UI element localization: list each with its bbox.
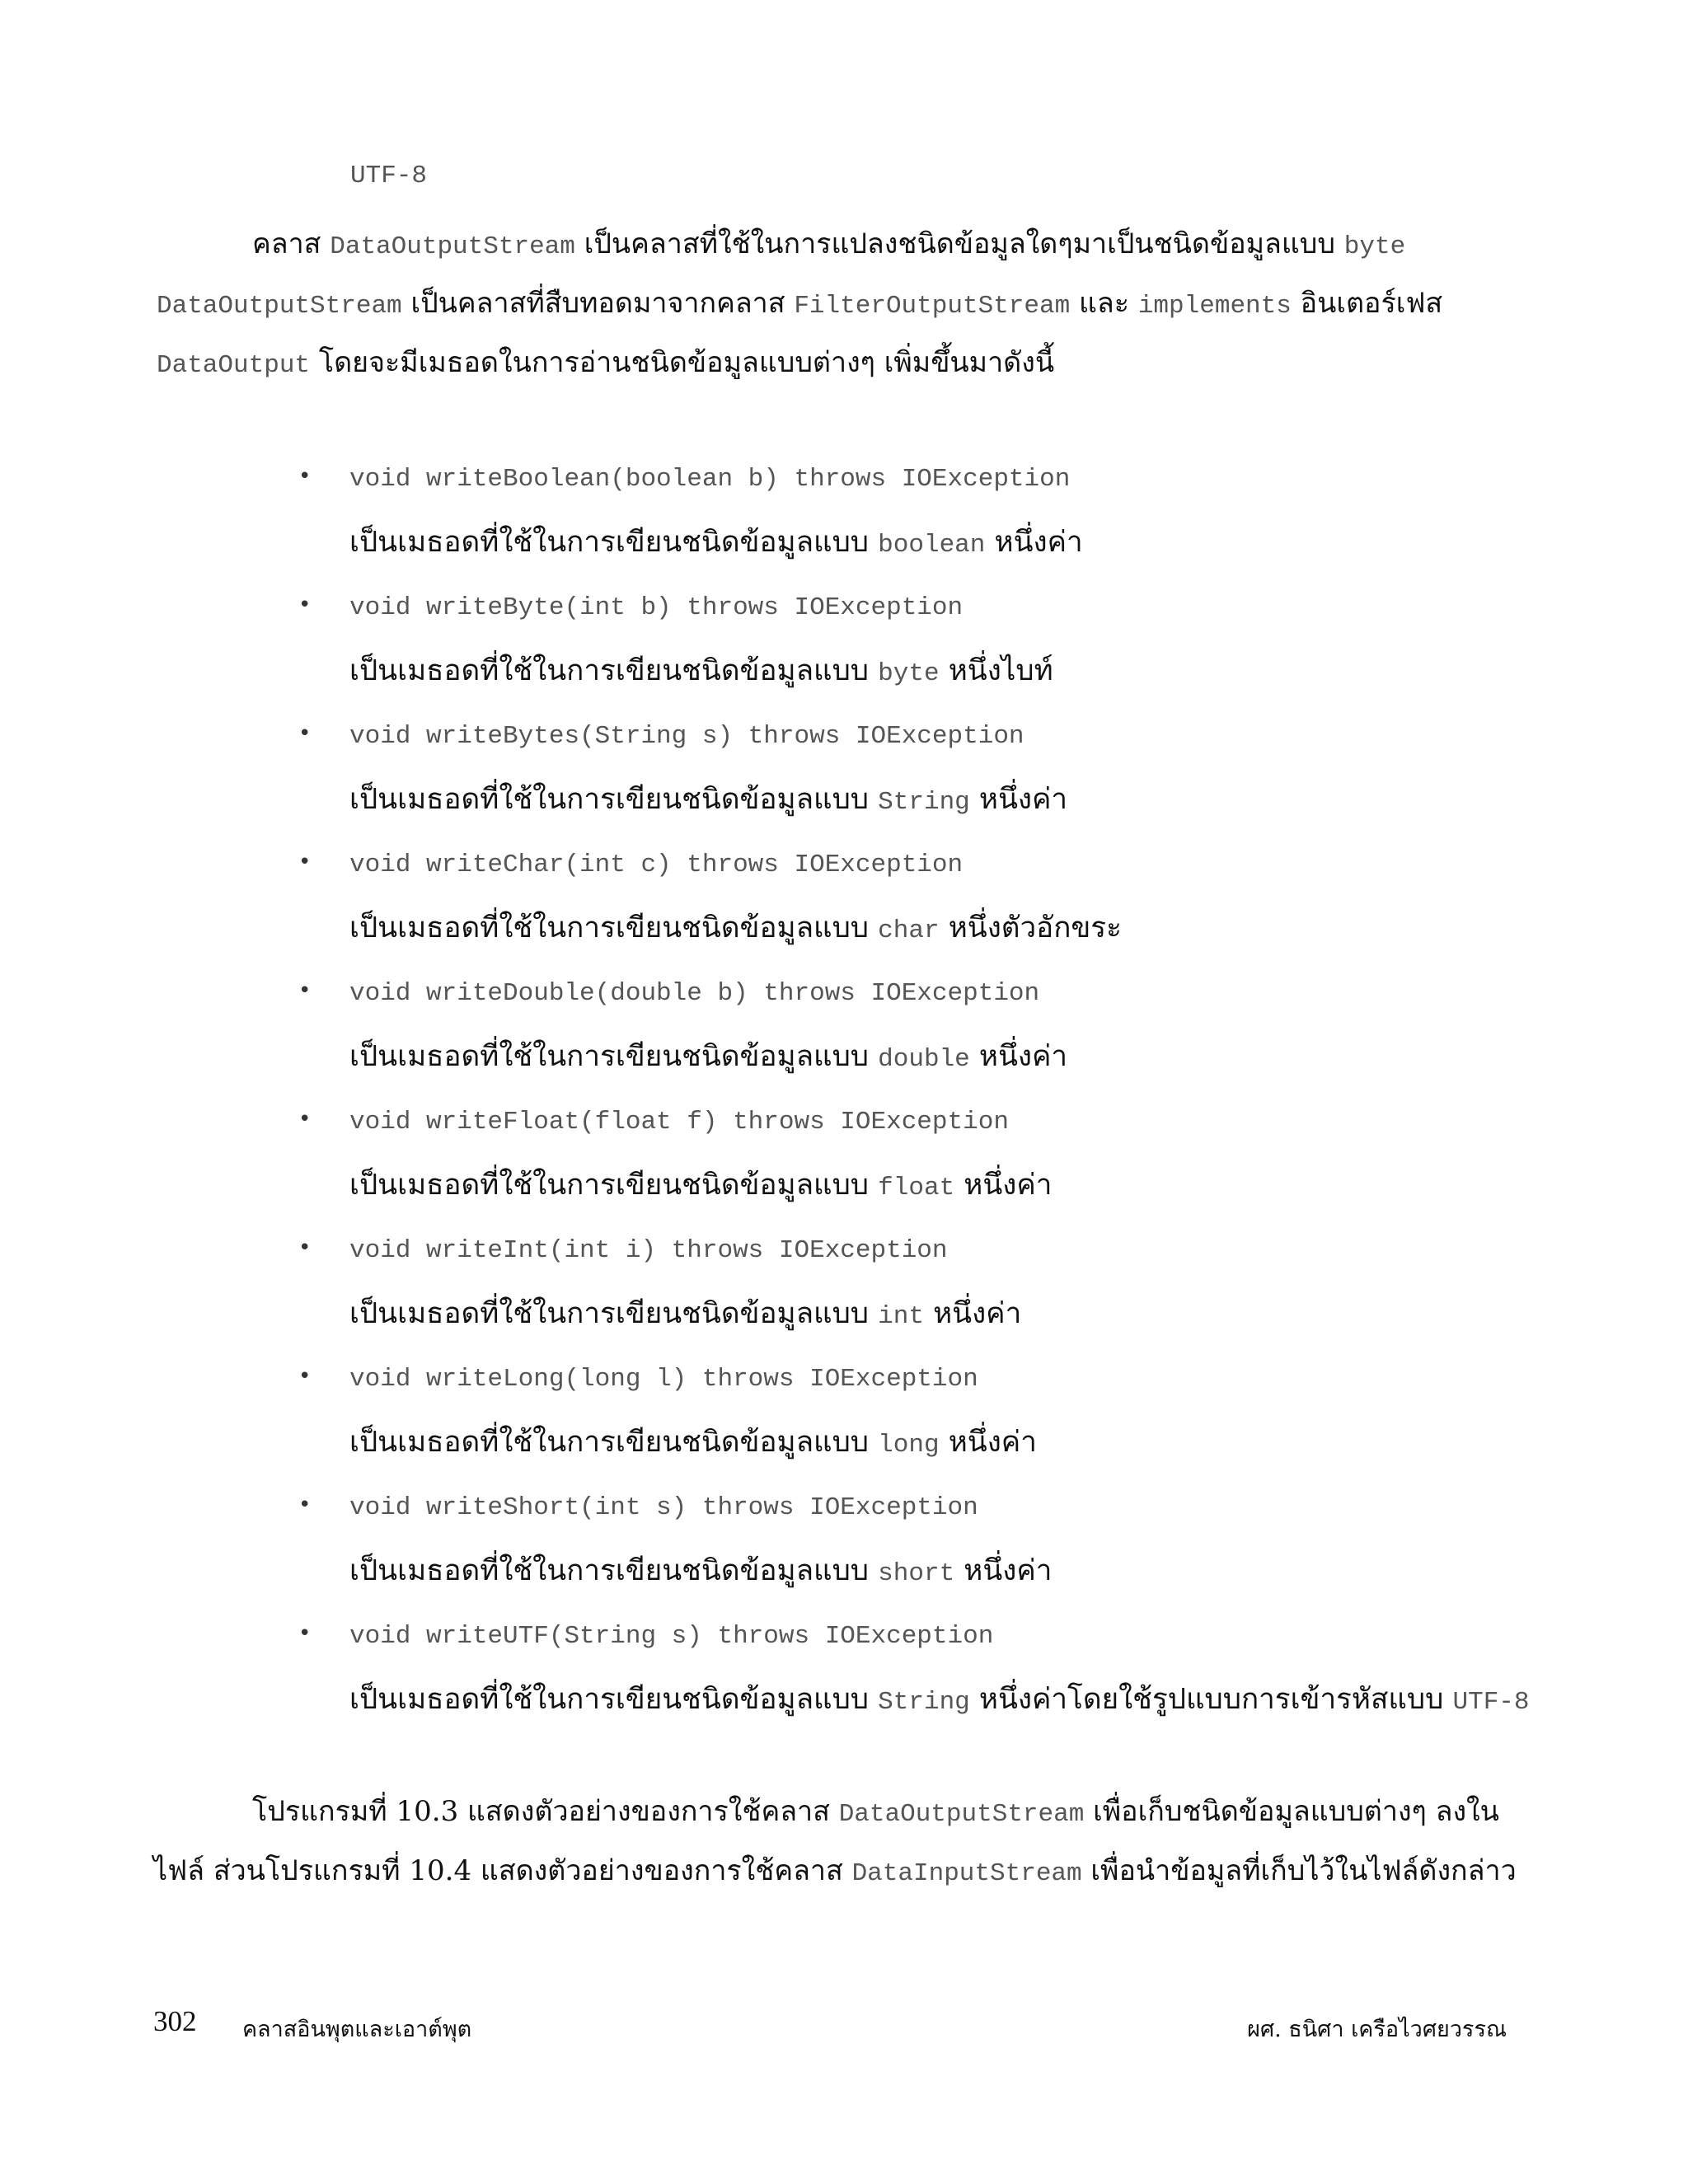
bullet-icon: • [298,978,312,1003]
desc-type: String [878,1688,970,1717]
method-description [349,1291,1021,1336]
desc-text: เป็นเมธอดที่ใช้ในการเขียนชนิดข้อมูลแบบ [349,1297,879,1330]
desc-text: เป็นเมธอดที่ใช้ในการเขียนชนิดข้อมูลแบบ [349,1554,879,1587]
desc-text: หนึ่งค่า [954,1169,1053,1202]
method-signature [298,1621,993,1651]
bullet-icon: • [298,1493,312,1517]
code-class-name: DataOutputStream [157,292,402,321]
intro-text: และ [1070,287,1138,320]
method-description [349,1162,1052,1207]
intro-line-3 [157,340,1054,384]
bullet-icon: • [298,1235,312,1260]
desc-text: เป็นเมธอดที่ใช้ในการเขียนชนิดข้อมูลแบบ [349,1683,879,1716]
closing-text: เพื่อเก็บชนิดข้อมูลแบบต่างๆ ลงใน [1084,1795,1499,1828]
intro-line-1 [252,221,1405,265]
desc-text: หนึ่งไบท์ [939,654,1053,687]
code-class-name: DataOutputStream [838,1800,1085,1829]
signature-text: void writeDouble(double b) throws IOException [349,979,1040,1008]
desc-text: หนึ่งค่า [954,1554,1053,1587]
code-class-name: FilterOutputStream [794,292,1071,321]
bullet-icon: • [298,850,312,874]
signature-text: void writeLong(long l) throws IOException [349,1365,978,1394]
closing-line-1 [252,1788,1499,1833]
method-description [349,1548,1052,1593]
method-signature [298,1107,1009,1137]
desc-text: เป็นเมธอดที่ใช้ในการเขียนชนิดข้อมูลแบบ [349,1040,879,1073]
signature-text: void writeUTF(String s) throws IOException [349,1622,994,1651]
intro-text: เป็นคลาสที่สืบทอดมาจากคลาส [401,287,795,320]
bullet-icon: • [298,1107,312,1132]
page-number: 302 [153,2005,197,2037]
code-interface-name: DataOutput [157,351,311,380]
desc-type: double [878,1045,970,1074]
bullet-icon: • [298,1621,312,1646]
desc-text: หนึ่งค่า [939,1426,1037,1459]
signature-text: void writeByte(int b) throws IOException [349,593,964,622]
intro-text: โดยจะมีเมธอดในการอ่านชนิดข้อมูลแบบต่างๆ เพิ่มขึ้นมาดังนี้ [310,346,1055,379]
desc-tail: UTF-8 [1452,1688,1530,1717]
method-description [349,1033,1067,1079]
bullet-icon: • [298,721,312,746]
method-signature [298,850,963,879]
signature-text: void writeBytes(String s) throws IOException [349,722,1025,751]
desc-text: เป็นเมธอดที่ใช้ในการเขียนชนิดข้อมูลแบบ [349,654,879,687]
closing-text: เพื่อนำข้อมูลที่เก็บไว้ในไฟล์ดังกล่าว [1081,1854,1517,1887]
code-type: byte [1343,232,1406,261]
desc-text: เป็นเมธอดที่ใช้ในการเขียนชนิดข้อมูลแบบ [349,1169,879,1202]
desc-text: หนึ่งค่า [923,1297,1022,1330]
method-signature [298,593,963,622]
intro-text: คลาส [252,227,331,260]
intro-line-2 [157,280,1442,325]
method-description [349,1676,1530,1722]
desc-type: byte [878,659,940,688]
code-keyword: implements [1137,292,1292,321]
desc-text: หนึ่งค่า [969,783,1068,816]
closing-text: โปรแกรมที่ 10.3 แสดงตัวอย่างของการใช้คลาส [252,1795,839,1828]
desc-text: หนึ่งตัวอักขระ [939,912,1122,944]
bullet-icon: • [298,593,312,617]
signature-text: void writeBoolean(boolean b) throws IOException [349,465,1071,494]
desc-text: เป็นเมธอดที่ใช้ในการเขียนชนิดข้อมูลแบบ [349,526,879,559]
signature-text: void writeChar(int c) throws IOException [349,851,964,879]
closing-line-2 [153,1848,1517,1892]
desc-text: หนึ่งค่า [969,1040,1068,1073]
desc-type: char [878,916,940,945]
intro-text: เป็นคลาสที่ใช้ในการแปลงชนิดข้อมูลใดๆมาเป็นชนิดข้อมูลแบบ [574,227,1344,260]
desc-type: boolean [878,531,986,560]
signature-text: void writeInt(int i) throws IOException [349,1236,948,1265]
method-description [349,648,1053,693]
author-name: ผศ. ธนิศา เครือไวศยวรรณ [1247,2017,1507,2042]
desc-type: int [878,1302,924,1331]
desc-type: short [878,1559,955,1588]
desc-text: หนึ่งค่าโดยใช้รูปแบบการเข้ารหัสแบบ [969,1683,1453,1716]
code-class-name: DataOutputStream [330,232,575,261]
intro-text: อินเตอร์เฟส [1291,287,1443,320]
method-signature [298,1364,978,1394]
signature-text: void writeFloat(float f) throws IOException [349,1108,1009,1137]
desc-type: float [878,1174,955,1202]
signature-text: void writeShort(int s) throws IOException [349,1493,978,1522]
bullet-icon: • [298,464,312,489]
desc-text: เป็นเมธอดที่ใช้ในการเขียนชนิดข้อมูลแบบ [349,783,879,816]
method-description [349,519,1083,565]
bullet-icon: • [298,1364,312,1389]
method-description [349,905,1122,950]
method-description [349,776,1067,822]
method-signature [298,721,1025,751]
method-signature [298,1493,978,1522]
utf8-fragment: UTF-8 [350,162,428,190]
method-signature [298,1235,948,1265]
desc-text: หนึ่งค่า [985,526,1083,559]
code-class-name: DataInputStream [851,1859,1082,1888]
closing-text: ไฟล์ ส่วนโปรแกรมที่ 10.4 แสดงตัวอย่างของการใช้คลาส [153,1854,852,1887]
desc-text: เป็นเมธอดที่ใช้ในการเขียนชนิดข้อมูลแบบ [349,912,879,944]
method-signature [298,464,1070,494]
desc-text: เป็นเมธอดที่ใช้ในการเขียนชนิดข้อมูลแบบ [349,1426,879,1459]
desc-type: long [878,1431,940,1460]
chapter-title: คลาสอินพุตและเอาต์พุต [242,2017,472,2042]
method-signature [298,978,1039,1008]
method-description [349,1419,1037,1465]
desc-type: String [878,788,970,817]
